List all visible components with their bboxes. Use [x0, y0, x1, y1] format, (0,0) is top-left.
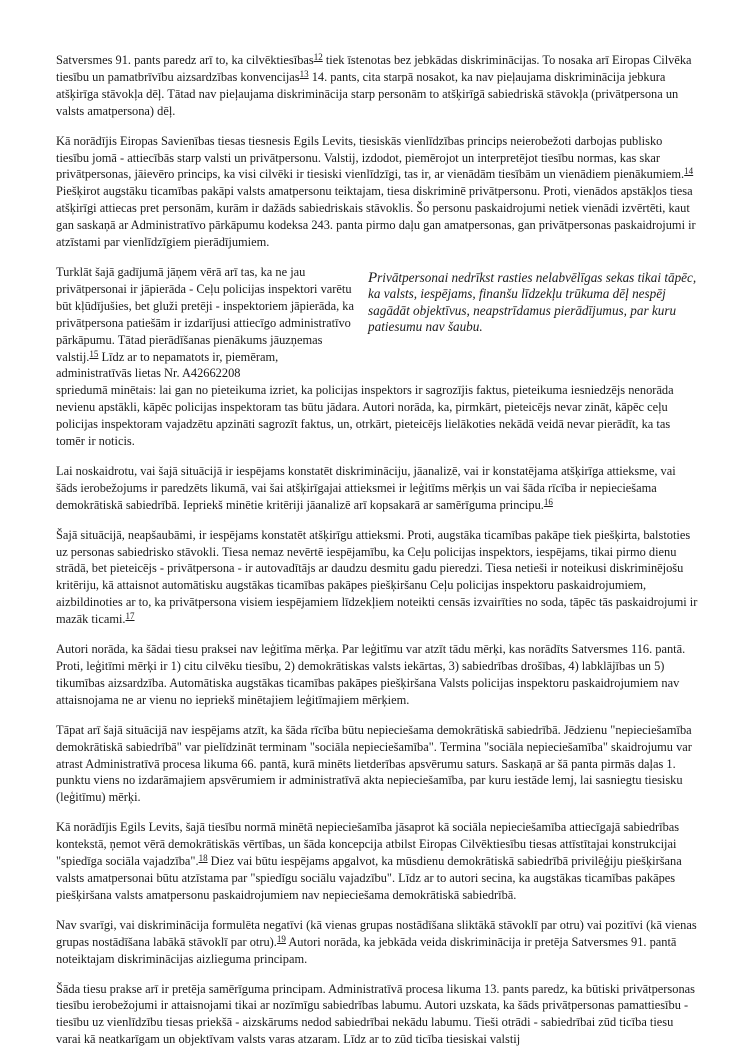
paragraph-2: [56, 133, 698, 251]
paragraph-10: Šāda tiesu prakse arī ir pretēja samērīguma principam. Administratīvā procesa likuma 13. pants paredz, ka būtiski privātpersonas tiesību ierobežojumi ir attaisnojami tikai ar nozīmīgu sabiedrības labumu. Autori uzskata, ka šāds privātpersonas pamattiesību - tiesību uz vienlīdzību tiesas priekšā - aizskārums nedod sabiedrībai nekādu labumu. Tieši otrādi - sabiedrībai zūd ticība tiesu varai kā neatkarīgam un objektīvam valsts varas atzaram. Līdz ar to zūd ticība tiesiskai valstij: [56, 981, 695, 1047]
paragraph-text: Autori norāda, ka jebkāda veida diskriminācija ir pretēja Satversmes 91. pantā noteiktajam diskriminācijas aizlieguma principam.: [56, 934, 677, 966]
paragraph-text: Kā norādījis Eiropas Savienības tiesas tiesnesis Egils Levits, tiesiskās vienlīdzības princips neierobežoti darbojas publisko tiesību jomā - attiecībās starp valsti un privātpersonu. Valstij, izdodot, piemērojot un interpretējot tiesību normas, kas skar privātpersonas, jāievēro princips, ka visi cilvēki ir tiesiski vienlīdzīgi, tas ir, ar vienādām tiesībām un vienādiem pienākumiem.: [56, 133, 685, 182]
footnote-ref[interactable]: 17: [125, 611, 135, 622]
paragraph-text: Šajā situācijā, neapšaubāmi, ir iespējams konstatēt atšķirīgu attieksmi. Proti, augstāka ticamības pakāpe tiek piešķirta, balstoties uz personas sabiedrisko stāvokli. Tiesa nemaz nevērtē iespējamību, ka Ceļu policijas inspektors, iespējams, tikai pirmo dienu strādā, bet pieteicējs - privātpersona - ir autovadītājs ar daudzu desmitu gadu pieredzi. Tiesa netieši ir noteikusi diskriminējošu kritēriju, kā attaisnot automātisku augstākas ticamības pakāpes piešķiršanu Ceļu policijas inspektoru paskaidrojumiem, aizbildinoties ar to, ka privātpersona visiem iespējamiem līdzekļiem noteikti censās izvairīties no soda, tāpēc tās paskaidrojumi ir mazāk ticami.: [56, 527, 698, 627]
footnote-ref[interactable]: 14: [684, 166, 694, 177]
pull-quote-initial: P: [368, 269, 378, 286]
footnote-ref[interactable]: 15: [89, 348, 99, 359]
pull-quote-text: rivātpersonai nedrīkst rasties nelabvēlīgas sekas tikai tāpēc, ka valsts, iespējams, finanšu līdzekļu trūkuma dēļ nespēj sagādāt objektīvus, neapstrīdamus pierādījumus, par kuru patiesumu nav šaubu.: [368, 269, 697, 335]
paragraph-text: 14. pants, cita starpā nosakot, ka nav pieļaujama diskriminācija jebkura atšķirīga stāvokļa dēļ. Tātad nav pieļaujama diskriminācija starp personām to atšķirīgā sabiedriskā stāvokļa (privātpersona un valsts amatpersona) dēļ.: [56, 69, 679, 118]
paragraph-7: Tāpat arī šajā situācijā nav iespējams atzīt, ka šāda rīcība būtu nepieciešama demokrātiskā sabiedrībā. Jēdzienu "nepieciešamība demokrātiskā sabiedrībā" var pielīdzināt terminam "sociāla nepieciešamība". Termina "sociāla nepieciešamība" skaidrojumu var atrast Administratīvā procesa likuma 66. pantā, kurā minēts lietderības apsvērumu saturs. Saskaņā ar šā panta pirmās daļas 1. punktu viens no izdarāmajiem apsvērumiem ir administratīvā akta nepieciešamība, par kuru iestāde lemj, lai sasniegtu tiesisku (leģitīmu) mērķi.: [56, 722, 692, 805]
paragraph-5: [56, 527, 698, 628]
paragraph-text: Piešķirot augstāku ticamības pakāpi valsts amatpersonu teiktajam, tiesa diskriminē privātpersonu. Proti, vienādos apstākļos tiesa atšķirīgi attiecas pret personām, kurām ir dažāds sabiedriskais stāvoklis. Šo personu paskaidrojumi netiek vienādi izvērtēti, kaut gan saskaņā ar Administratīvo pārkāpumu kodeksa 243. panta pirmo daļu gan amatpersonas, gan privātpersonas paskaidrojumi ir atzīstami par vienlīdzīgiem pierādījumiem.: [56, 184, 696, 250]
pull-quote: [368, 270, 698, 336]
paragraph-1: [56, 52, 698, 120]
paragraph-text: Diez vai būtu iespējams apgalvot, ka mūsdienu demokrātiskā sabiedrībā privilēģiju piešķiršana valsts amatpersonai būtu atzīstama par "spiedīgu sociālu vajadzību". Līdz ar to autori secina, ka augstākas ticamības pakāpes piešķiršana valsts amatpersonu paskaidrojumiem nav nepieciešama demokrātiskā sabiedrībā.: [56, 854, 682, 902]
footnote-ref[interactable]: 12: [313, 52, 323, 62]
paragraph-text: Turklāt šajā gadījumā jāņem vērā arī tas, ka ne jau privātpersonai ir jāpierāda - Ceļu policijas inspektori varētu būt kļūdījušies, bet gluži pretēji - inspektoriem jāpierāda, ka privātpersona patiešām ir izdarījusi attiecīgo administratīvo pārkāpumu. Tātad pierādīšanas pienākums jāuzņemas valstij.: [56, 264, 354, 364]
paragraph-9: [56, 917, 698, 968]
paragraph-text: Līdz ar to nepamatots ir, piemēram, administratīvās lietas Nr. A42662208: [56, 349, 279, 381]
paragraph-3-continued: spriedumā minētais: lai gan no pieteikuma izriet, ka policijas inspektors ir sagrozījis faktus, pieteikuma iesniedzējs nenorāda nevienu apstākli, kāpēc policijas inspektoram tas būtu jādara. Autori norāda, ka, pirmkārt, pieteicējs nevar zināt, kāpēc ceļu policijas inspektoram vajadzētu apzināti sagrozīt faktus, un, otrkārt, pieteicējs lielākoties nekādā veidā nevar pierādīt, ka tas tomēr ir noticis.: [56, 383, 674, 449]
footnote-ref[interactable]: 18: [198, 853, 208, 864]
paragraph-8: [56, 819, 698, 904]
paragraph-3-narrow: [56, 264, 356, 382]
footnote-ref[interactable]: 19: [276, 933, 286, 944]
paragraph-text: Nav svarīgi, vai diskriminācija formulēta negatīvi (kā vienas grupas nostādīšana sliktākā stāvoklī par otru) vai pozitīvi (kā vienas grupas nostādīšana labākā stāvoklī par otru).: [56, 917, 697, 949]
paragraph-4: [56, 463, 698, 514]
paragraph-text: tiek īstenotas bez jebkādas diskriminācijas. To nosaka arī Eiropas Cilvēka tiesību un pamatbrīvību aizsardzības konvencijas: [56, 53, 692, 84]
paragraph-text: Kā norādījis Egils Levits, šajā tiesību normā minētā nepieciešamība jāsaprot kā sociāla nepieciešamība attiecīgajā sabiedrības kontekstā, ņemot vērā demokrātiskās vērtības, un šāda koncepcija atbilst Eiropas Cilvēktiesību tiesas attīstītajai konstrukcijai "spiedīga sociāla vajadzība".: [56, 820, 680, 869]
footnote-ref[interactable]: 16: [543, 496, 553, 507]
paragraph-text: Lai noskaidrotu, vai šajā situācijā ir iespējams konstatēt diskrimināciju, jāanalizē, vai ir konstatējama atšķirīga attieksme, vai šāds ierobežojums ir paredzēts likumā, vai šai atšķirīgajai attieksmei ir leģitīms mērķis un vai šāda rīcība ir nepieciešama demokrātiskā sabiedrībā. Iepriekš minētie kritēriji jāanalizē arī kopsakarā ar samērīguma principu.: [56, 463, 676, 512]
footnote-ref[interactable]: 13: [299, 68, 309, 79]
paragraph-text: Satversmes 91. pants paredz arī to, ka cilvēktiesības: [56, 53, 314, 67]
paragraph-6: Autori norāda, ka šādai tiesu praksei nav leģitīma mērķa. Par leģitīmu var atzīt tādu mērķi, kas norādīts Satversmes 116. pantā. Proti, leģitīmi mērķi ir 1) citu cilvēku tiesību, 2) demokrātiskas valsts iekārtas, 3) sabiedrības drošības, 4) labklājības un 5) tikumības aizsardzība. Automātiska augstākas ticamības pakāpes piešķiršana Valsts policijas inspektoru paskaidrojumiem nav attaisnojama ne ar vienu no iepriekš minētajiem leģitīmajiem mērķiem.: [56, 642, 686, 707]
